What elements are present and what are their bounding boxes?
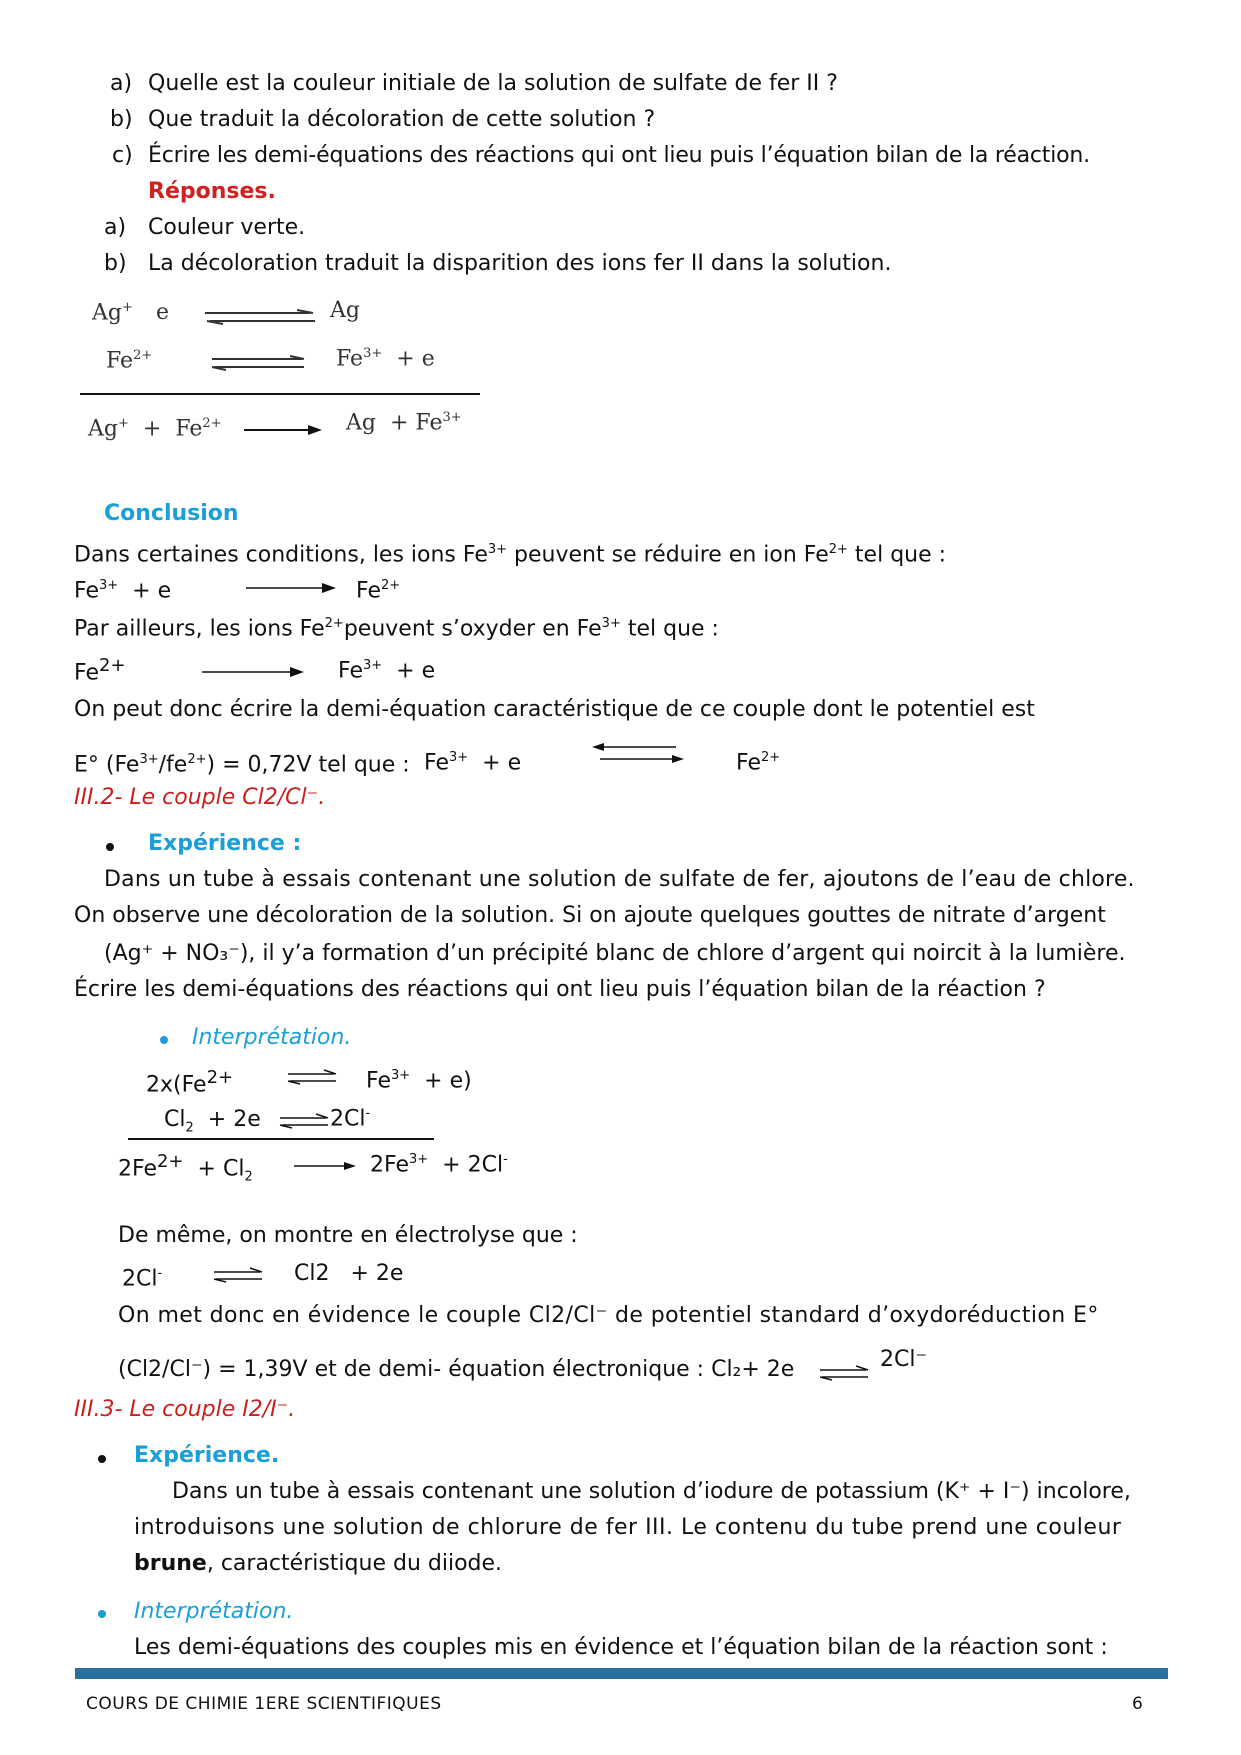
s32-couple-line2: (Cl2/Cl⁻) = 1,39V et de demi- équation électronique : Cl₂+ 2e: [118, 1357, 795, 1382]
answer-b-text: La décoloration traduit la disparition des ions fer II dans la solution.: [148, 251, 892, 276]
conclusion-eqA-left: $Fe^{3+} + e$: [74, 578, 172, 604]
conclusion-eqC-left: $Fe^{3+} + e$: [424, 750, 522, 776]
reponses-title: Réponses.: [148, 179, 276, 204]
eq1-row2-right: $Fe^{3+} + e$: [336, 346, 435, 372]
question-a-label: a): [110, 71, 133, 96]
s33-p3: brune, caractéristique du diiode.: [134, 1551, 503, 1576]
bullet-icon: [106, 843, 114, 851]
conclusion-line1: Dans certaines conditions, les ions $Fe^{3+}$ peuvent se réduire en ion $Fe^{2+}$ tel que :: [74, 542, 947, 568]
question-b-label: b): [110, 107, 133, 132]
equilibrium-arrow-icon: [592, 742, 684, 766]
eq1-balance-right: $Ag + Fe^{3+}$: [346, 410, 462, 436]
s33-p4: Les demi-équations des couples mis en évidence et l’équation bilan de la réaction sont :: [134, 1635, 1108, 1660]
s32-electrolyse-line: De même, on montre en électrolyse que :: [118, 1223, 578, 1248]
s32-p1: Dans un tube à essais contenant une solution de sulfate de fer, ajoutons de l’eau de chlore.: [104, 867, 1135, 892]
s32-i3-right: $2Fe^{3+} + 2Cl^-$: [370, 1152, 508, 1178]
s32-interpretation-title: Interprétation.: [192, 1025, 352, 1050]
footer-page-number: 6: [1132, 1694, 1144, 1714]
footer-course-title: COURS DE CHIMIE 1ERE SCIENTIFIQUES: [86, 1694, 442, 1714]
question-b-text: Que traduit la décoloration de cette solution ?: [148, 107, 656, 132]
eq1-row1-left: Ag+: [92, 300, 133, 326]
equilibrium-arrow-icon: [288, 1070, 336, 1084]
eq1-divider: [80, 393, 480, 395]
conclusion-eqB-left: $Fe^{2+}$: [74, 655, 126, 686]
s32-couple-line1: On met donc en évidence le couple Cl2/Cl⁻ de potentiel standard d’oxydoréduction E°: [118, 1303, 1099, 1328]
s32-p3: (Ag⁺ + NO₃⁻), il y’a formation d’un précipité blanc de chlore d’argent qui noircit à la lumière.: [104, 941, 1126, 966]
eq1-row1-e: e: [156, 300, 170, 325]
equilibrium-arrow-icon: [280, 1114, 328, 1128]
s32-divider: [128, 1138, 434, 1140]
eq1-row1-right: Ag: [330, 298, 360, 323]
s32-i1-right: $Fe^{3+} + e$): [366, 1068, 472, 1094]
equilibrium-arrow-icon: [214, 1268, 262, 1282]
question-c-label: c): [112, 143, 133, 168]
section-III3-title: III.3- Le couple I2/I⁻.: [74, 1397, 296, 1422]
s32-i3-left: $2Fe^{2+} + Cl_2$: [118, 1151, 253, 1185]
s32-elec-right: Cl2 + 2e: [294, 1261, 404, 1286]
s32-i2-left: $Cl_2 + 2e$: [164, 1107, 261, 1136]
conclusion-eqC-right: $Fe^{2+}$: [736, 750, 781, 776]
conclusion-line3: On peut donc écrire la demi-équation caractéristique de ce couple dont le potentiel est: [74, 697, 1035, 722]
s33-interpretation-title: Interprétation.: [134, 1599, 294, 1624]
s32-i2-right: 2Cl-: [330, 1106, 371, 1132]
s32-p2: On observe une décoloration de la solution. Si on ajoute quelques gouttes de nitrate d’argent: [74, 903, 1106, 928]
conclusion-title: Conclusion: [104, 501, 239, 526]
conclusion-eqA-right: $Fe^{2+}$: [356, 578, 401, 604]
s32-i1-left: $2x(Fe^{2+}$: [146, 1067, 234, 1098]
section-III2-title: III.2- Le couple Cl2/Cl⁻.: [74, 785, 326, 810]
eq1-balance-left: $Ag^+ + Fe^{2+}$: [88, 416, 222, 442]
s32-p4: Écrire les demi-équations des réactions qui ont lieu puis l’équation bilan de la réaction ?: [74, 977, 1046, 1002]
arrow-right-icon: [244, 424, 322, 436]
s32-experience-title: Expérience :: [148, 831, 302, 856]
question-a-text: Quelle est la couleur initiale de la solution de sulfate de fer II ?: [148, 71, 838, 96]
bullet-icon: [98, 1455, 106, 1463]
s32-elec-left: 2Cl-: [122, 1266, 163, 1292]
s33-experience-title: Expérience.: [134, 1443, 280, 1468]
eq1-row2-left: $Fe^{2+}$: [106, 348, 153, 374]
equilibrium-arrow-icon: [212, 356, 304, 370]
s32-couple-right: 2Cl⁻: [880, 1347, 928, 1372]
arrow-right-icon: [246, 582, 336, 594]
bullet-icon: [160, 1036, 168, 1044]
conclusion-eqB-right: $Fe^{3+} + e$: [338, 658, 436, 684]
s33-p1: Dans un tube à essais contenant une solution d’iodure de potassium (K⁺ + I⁻) incolore,: [172, 1479, 1131, 1504]
answer-a-label: a): [104, 215, 127, 240]
equilibrium-arrow-icon: [820, 1366, 868, 1380]
conclusion-line2: Par ailleurs, les ions $Fe^{2+}peuvent$ s’oxyder en $Fe^{3+}$ tel que :: [74, 616, 719, 642]
s33-p2: introduisons une solution de chlorure de fer III. Le contenu du tube prend une couleur: [134, 1515, 1122, 1540]
arrow-right-icon: [294, 1160, 356, 1172]
equilibrium-arrow-icon: [205, 310, 315, 324]
answer-b-label: b): [104, 251, 127, 276]
arrow-right-icon: [202, 666, 304, 678]
bullet-icon: [98, 1610, 106, 1618]
footer-bar: [75, 1668, 1168, 1679]
conclusion-line4: E° $(Fe^{3+}/fe^{2+}) = 0,72V$ tel que :: [74, 752, 410, 778]
answer-a-text: Couleur verte.: [148, 215, 306, 240]
question-c-text: Écrire les demi-équations des réactions qui ont lieu puis l’équation bilan de la réaction.: [148, 143, 1090, 168]
